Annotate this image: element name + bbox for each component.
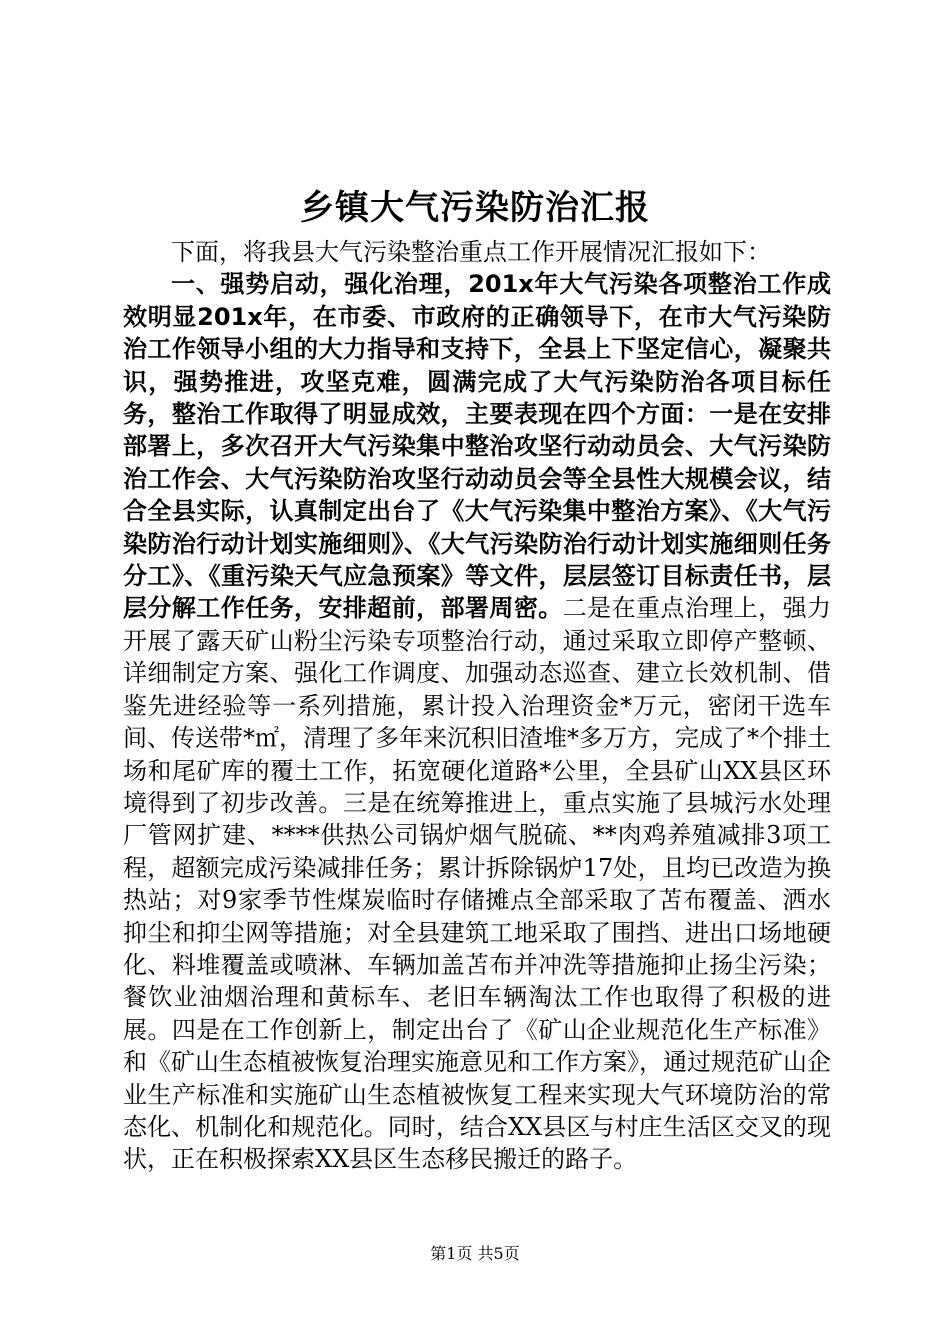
section-1-bold-text: 一、强势启动，强化治理，201x年大气污染各项整治工作成效明显201x年，在市委、市政府的正确领导下，在市大气污染防治工作领导小组的大力指导和支持下，全县上下坚定信心，凝聚共识，强势推进，攻坚克难，圆满完成了大气污染防治各项目标任务，整治工作取得了明显成效，主要表现在四个方面：一是在安排部署上，多次召开大气污染集中整治攻坚行动动员会、大气污染防治工作会、大气污染防治攻坚行动动员会等全县性大规模会议，结合全县实际，认真制定出台了《大气污染集中整治方案》、《大气污染防治行动计划实施细则》、《大气污染防治行动计划实施细则任务分工》、《重污染天气应急预案》等文件，层层签订目标责任书，层层分解工作任务，安排超前，部署周密。 (123, 270, 831, 623)
intro-paragraph: 下面，将我县大气污染整治重点工作开展情况汇报如下： (171, 238, 771, 266)
page-number-footer: 第1页 共5页 (430, 1244, 520, 1263)
document-title: 乡镇大气污染防治汇报 (300, 188, 650, 228)
section-1-normal-text: 二是在重点治理上，强力开展了露天矿山粉尘污染专项整治行动，通过采取立即停产整顿、详细制定方案、强化工作调度、加强动态巡查、建立长效机制、借鉴先进经验等一系列措施，累计投入治理资金*万元，密闭干选车间、传送带*㎡，清理了多年来沉积旧渣堆*多万方，完成了*个排土场和尾矿库的覆土工作，拓宽硬化道路*公里，全县矿山XX县区环境得到了初步改善。三是在统筹推进上，重点实施了县城污水处理厂管网扩建、****供热公司锅炉烟气脱硫、**肉鸡养殖减排3项工程，超额完成污染减排任务；累计拆除锅炉17处，且均已改造为换热站；对9家季节性煤炭临时存储摊点全部采取了苫布覆盖、洒水抑尘和抑尘网等措施；对全县建筑工地采取了围挡、进出口场地硬化、料堆覆盖或喷淋、车辆加盖苫布并冲洗等措施抑止扬尘污染；餐饮业油烟治理和黄标车、老旧车辆淘汰工作也取得了积极的进展。四是在工作创新上，制定出台了《矿山企业规范化生产标准》和《矿山生态植被恢复治理实施意见和工作方案》，通过规范矿山企业生产标准和实施矿山生态植被恢复工程来实现大气环境防治的常态化、机制化和规范化。同时，结合XX县区与村庄生活区交叉的现状，正在积极探索XX县区生态移民搬迁的路子。 (123, 594, 832, 1174)
section-1-paragraph (123, 268, 831, 1175)
document-body (123, 236, 831, 1176)
